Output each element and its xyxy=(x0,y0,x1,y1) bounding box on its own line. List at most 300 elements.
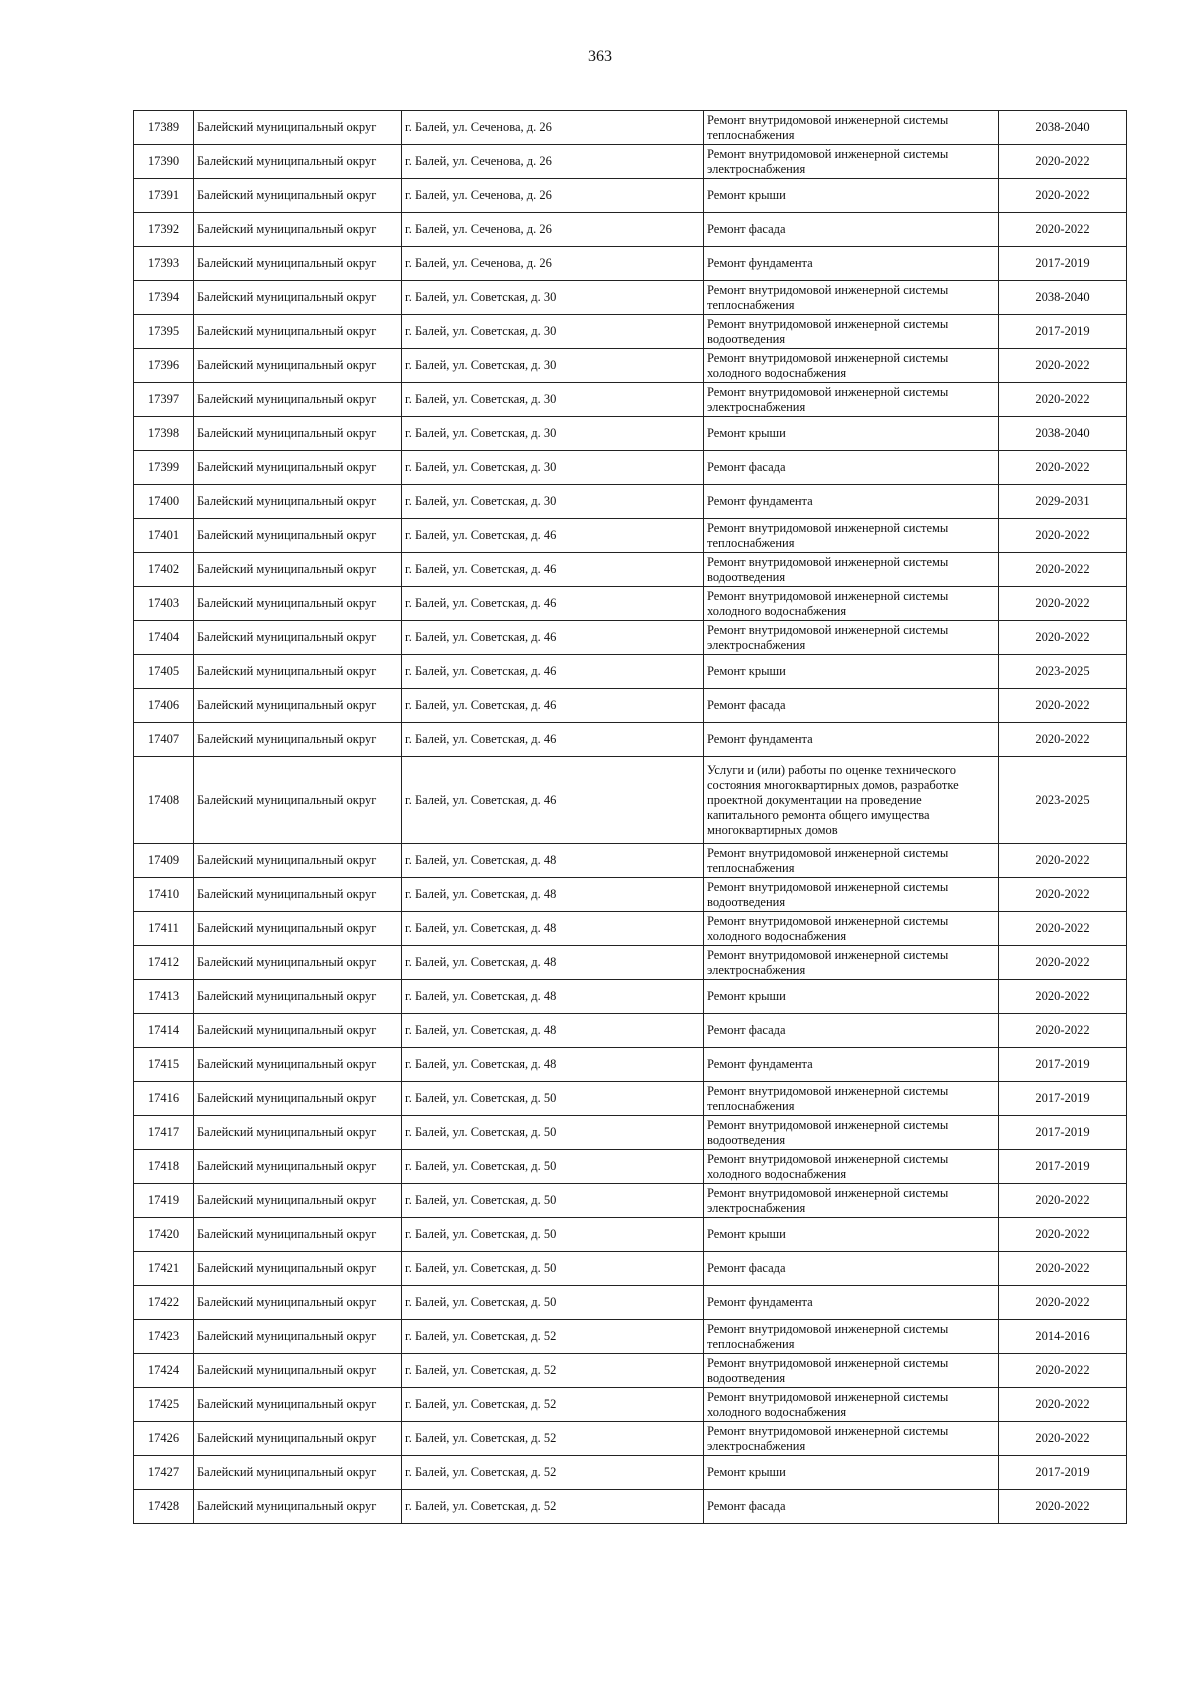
address-cell xyxy=(402,844,704,878)
row-number-text: 17426 xyxy=(147,1431,180,1445)
row-number-cell xyxy=(134,757,194,844)
table-row xyxy=(134,1014,1127,1048)
address-text: г. Балей, ул. Советская, д. 50 xyxy=(405,1261,557,1275)
district-text: Балейский муниципальный округ xyxy=(197,1091,377,1105)
district-cell xyxy=(194,1354,402,1388)
work-type-cell xyxy=(704,315,999,349)
district-text: Балейский муниципальный округ xyxy=(197,1261,377,1275)
table-row xyxy=(134,1490,1127,1524)
row-number-cell xyxy=(134,1048,194,1082)
period-text: 2017-2019 xyxy=(1035,256,1090,270)
row-number-text: 17414 xyxy=(147,1023,180,1037)
period-cell xyxy=(999,1150,1127,1184)
row-number-cell xyxy=(134,1116,194,1150)
period-text: 2020-2022 xyxy=(1035,887,1090,901)
work-type-cell xyxy=(704,383,999,417)
address-text: г. Балей, ул. Советская, д. 52 xyxy=(405,1397,557,1411)
row-number-cell xyxy=(134,655,194,689)
district-cell xyxy=(194,757,402,844)
work-type-cell xyxy=(704,689,999,723)
work-type-cell xyxy=(704,621,999,655)
address-text: г. Балей, ул. Советская, д. 50 xyxy=(405,1091,557,1105)
work-type-text: Ремонт внутридомовой инженерной системы водоотведения xyxy=(707,316,949,346)
table-row xyxy=(134,1150,1127,1184)
table-row xyxy=(134,451,1127,485)
address-text: г. Балей, ул. Советская, д. 48 xyxy=(405,853,557,867)
district-cell xyxy=(194,1184,402,1218)
district-cell xyxy=(194,689,402,723)
work-type-cell xyxy=(704,247,999,281)
row-number-text: 17428 xyxy=(147,1499,180,1513)
address-cell xyxy=(402,1184,704,1218)
table-row xyxy=(134,1048,1127,1082)
row-number-text: 17410 xyxy=(147,887,180,901)
row-number-text: 17422 xyxy=(147,1295,180,1309)
row-number-cell xyxy=(134,980,194,1014)
work-type-cell xyxy=(704,844,999,878)
page-number: 363 xyxy=(588,48,612,65)
work-type-text: Ремонт внутридомовой инженерной системы электроснабжения xyxy=(707,146,949,176)
row-number-cell xyxy=(134,621,194,655)
period-cell xyxy=(999,757,1127,844)
district-cell xyxy=(194,417,402,451)
address-text: г. Балей, ул. Сеченова, д. 26 xyxy=(405,222,552,236)
row-number-text: 17399 xyxy=(147,460,180,474)
work-type-text: Ремонт внутридомовой инженерной системы электроснабжения xyxy=(707,947,949,977)
address-cell xyxy=(402,689,704,723)
district-text: Балейский муниципальный округ xyxy=(197,256,377,270)
work-type-text: Ремонт внутридомовой инженерной системы водоотведения xyxy=(707,879,949,909)
period-text: 2020-2022 xyxy=(1035,1193,1090,1207)
address-text: г. Балей, ул. Советская, д. 46 xyxy=(405,664,557,678)
address-text: г. Балей, ул. Советская, д. 50 xyxy=(405,1227,557,1241)
period-text: 2017-2019 xyxy=(1035,1465,1090,1479)
district-cell xyxy=(194,621,402,655)
work-type-cell xyxy=(704,723,999,757)
table-row xyxy=(134,980,1127,1014)
work-type-text: Ремонт фундамента xyxy=(707,1057,813,1071)
period-text: 2020-2022 xyxy=(1035,392,1090,406)
address-cell xyxy=(402,1456,704,1490)
work-type-cell xyxy=(704,1082,999,1116)
address-cell xyxy=(402,281,704,315)
district-text: Балейский муниципальный округ xyxy=(197,664,377,678)
work-type-text: Ремонт внутридомовой инженерной системы электроснабжения xyxy=(707,622,949,652)
row-number-cell xyxy=(134,723,194,757)
address-text: г. Балей, ул. Советская, д. 52 xyxy=(405,1431,557,1445)
row-number-cell xyxy=(134,1388,194,1422)
period-cell xyxy=(999,1320,1127,1354)
work-type-text: Ремонт внутридомовой инженерной системы электроснабжения xyxy=(707,384,949,414)
address-text: г. Балей, ул. Советская, д. 30 xyxy=(405,494,557,508)
address-cell xyxy=(402,315,704,349)
district-cell xyxy=(194,1422,402,1456)
table-row xyxy=(134,519,1127,553)
period-text: 2020-2022 xyxy=(1035,358,1090,372)
period-text: 2020-2022 xyxy=(1035,630,1090,644)
district-text: Балейский муниципальный округ xyxy=(197,120,377,134)
address-cell xyxy=(402,1490,704,1524)
district-text: Балейский муниципальный округ xyxy=(197,630,377,644)
period-cell xyxy=(999,655,1127,689)
district-cell xyxy=(194,1286,402,1320)
row-number-cell xyxy=(134,1014,194,1048)
row-number-cell xyxy=(134,689,194,723)
work-type-cell xyxy=(704,1286,999,1320)
row-number-text: 17411 xyxy=(148,921,179,935)
table-row xyxy=(134,1218,1127,1252)
table-row xyxy=(134,349,1127,383)
row-number-text: 17418 xyxy=(147,1159,180,1173)
row-number-text: 17415 xyxy=(147,1057,180,1071)
row-number-cell xyxy=(134,1218,194,1252)
table-row xyxy=(134,912,1127,946)
work-type-text: Ремонт внутридомовой инженерной системы теплоснабжения xyxy=(707,520,949,550)
address-cell xyxy=(402,519,704,553)
district-cell xyxy=(194,1014,402,1048)
work-type-cell xyxy=(704,1116,999,1150)
row-number-cell xyxy=(134,451,194,485)
row-number-text: 17405 xyxy=(147,664,180,678)
row-number-text: 17402 xyxy=(147,562,180,576)
row-number-cell xyxy=(134,912,194,946)
district-cell xyxy=(194,723,402,757)
district-cell xyxy=(194,1082,402,1116)
work-type-text: Ремонт внутридомовой инженерной системы теплоснабжения xyxy=(707,282,949,312)
period-cell xyxy=(999,213,1127,247)
district-text: Балейский муниципальный округ xyxy=(197,188,377,202)
address-text: г. Балей, ул. Советская, д. 30 xyxy=(405,392,557,406)
district-cell xyxy=(194,1456,402,1490)
row-number-cell xyxy=(134,587,194,621)
period-cell xyxy=(999,1490,1127,1524)
address-text: г. Балей, ул. Советская, д. 46 xyxy=(405,732,557,746)
district-text: Балейский муниципальный округ xyxy=(197,358,377,372)
address-cell xyxy=(402,1388,704,1422)
district-text: Балейский муниципальный округ xyxy=(197,392,377,406)
district-text: Балейский муниципальный округ xyxy=(197,1193,377,1207)
period-cell xyxy=(999,1422,1127,1456)
work-type-text: Ремонт фасада xyxy=(707,222,786,236)
row-number-cell xyxy=(134,383,194,417)
district-cell xyxy=(194,213,402,247)
address-cell xyxy=(402,1218,704,1252)
district-text: Балейский муниципальный округ xyxy=(197,460,377,474)
period-cell xyxy=(999,145,1127,179)
district-text: Балейский муниципальный округ xyxy=(197,853,377,867)
period-text: 2020-2022 xyxy=(1035,154,1090,168)
period-text: 2020-2022 xyxy=(1035,596,1090,610)
work-type-text: Ремонт внутридомовой инженерной системы электроснабжения xyxy=(707,1185,949,1215)
row-number-text: 17403 xyxy=(147,596,180,610)
work-type-cell xyxy=(704,1456,999,1490)
table-row xyxy=(134,1082,1127,1116)
address-text: г. Балей, ул. Советская, д. 48 xyxy=(405,1057,557,1071)
district-cell xyxy=(194,946,402,980)
address-cell xyxy=(402,1252,704,1286)
period-cell xyxy=(999,1388,1127,1422)
row-number-text: 17419 xyxy=(147,1193,180,1207)
period-text: 2020-2022 xyxy=(1035,732,1090,746)
work-type-text: Ремонт внутридомовой инженерной системы водоотведения xyxy=(707,1117,949,1147)
district-text: Балейский муниципальный округ xyxy=(197,290,377,304)
work-type-text: Ремонт фундамента xyxy=(707,1295,813,1309)
district-cell xyxy=(194,281,402,315)
district-text: Балейский муниципальный округ xyxy=(197,1057,377,1071)
period-cell xyxy=(999,1082,1127,1116)
address-text: г. Балей, ул. Советская, д. 30 xyxy=(405,290,557,304)
table-row xyxy=(134,247,1127,281)
repair-schedule-table xyxy=(133,110,1127,1524)
work-type-cell xyxy=(704,878,999,912)
work-type-text: Ремонт крыши xyxy=(707,1465,786,1479)
district-text: Балейский муниципальный округ xyxy=(197,921,377,935)
work-type-text: Ремонт внутридомовой инженерной системы холодного водоснабжения xyxy=(707,1151,949,1181)
table-row xyxy=(134,587,1127,621)
district-text: Балейский муниципальный округ xyxy=(197,494,377,508)
work-type-cell xyxy=(704,1014,999,1048)
row-number-text: 17393 xyxy=(147,256,180,270)
row-number-text: 17420 xyxy=(147,1227,180,1241)
work-type-cell xyxy=(704,519,999,553)
period-text: 2023-2025 xyxy=(1035,664,1090,678)
district-text: Балейский муниципальный округ xyxy=(197,222,377,236)
work-type-text: Ремонт внутридомовой инженерной системы холодного водоснабжения xyxy=(707,350,949,380)
district-text: Балейский муниципальный округ xyxy=(197,154,377,168)
row-number-text: 17398 xyxy=(147,426,180,440)
table-row xyxy=(134,844,1127,878)
district-text: Балейский муниципальный округ xyxy=(197,792,377,807)
period-cell xyxy=(999,383,1127,417)
row-number-text: 17389 xyxy=(147,120,180,134)
period-cell xyxy=(999,1354,1127,1388)
address-cell xyxy=(402,912,704,946)
row-number-text: 17408 xyxy=(147,792,180,807)
address-text: г. Балей, ул. Советская, д. 52 xyxy=(405,1499,557,1513)
address-cell xyxy=(402,1116,704,1150)
period-cell xyxy=(999,844,1127,878)
address-text: г. Балей, ул. Советская, д. 50 xyxy=(405,1159,557,1173)
district-cell xyxy=(194,145,402,179)
address-text: г. Балей, ул. Советская, д. 30 xyxy=(405,426,557,440)
address-cell xyxy=(402,383,704,417)
row-number-cell xyxy=(134,1184,194,1218)
period-text: 2023-2025 xyxy=(1035,792,1090,807)
address-text: г. Балей, ул. Советская, д. 46 xyxy=(405,596,557,610)
address-text: г. Балей, ул. Советская, д. 48 xyxy=(405,955,557,969)
district-text: Балейский муниципальный округ xyxy=(197,1329,377,1343)
address-text: г. Балей, ул. Советская, д. 52 xyxy=(405,1363,557,1377)
table-row xyxy=(134,553,1127,587)
table-row xyxy=(134,1116,1127,1150)
period-text: 2020-2022 xyxy=(1035,698,1090,712)
period-text: 2020-2022 xyxy=(1035,955,1090,969)
address-cell xyxy=(402,145,704,179)
table-row xyxy=(134,213,1127,247)
district-text: Балейский муниципальный округ xyxy=(197,1023,377,1037)
district-cell xyxy=(194,1320,402,1354)
row-number-cell xyxy=(134,1150,194,1184)
district-cell xyxy=(194,553,402,587)
district-text: Балейский муниципальный округ xyxy=(197,1397,377,1411)
period-text: 2020-2022 xyxy=(1035,853,1090,867)
row-number-text: 17392 xyxy=(147,222,180,236)
table-row xyxy=(134,417,1127,451)
address-cell xyxy=(402,179,704,213)
district-cell xyxy=(194,383,402,417)
district-cell xyxy=(194,485,402,519)
row-number-cell xyxy=(134,1354,194,1388)
district-cell xyxy=(194,247,402,281)
period-text: 2017-2019 xyxy=(1035,1159,1090,1173)
address-cell xyxy=(402,247,704,281)
work-type-cell xyxy=(704,587,999,621)
district-cell xyxy=(194,878,402,912)
work-type-cell xyxy=(704,1354,999,1388)
work-type-text: Ремонт крыши xyxy=(707,188,786,202)
period-cell xyxy=(999,1048,1127,1082)
period-cell xyxy=(999,111,1127,145)
period-cell xyxy=(999,1218,1127,1252)
work-type-text: Ремонт внутридомовой инженерной системы теплоснабжения xyxy=(707,845,949,875)
period-cell xyxy=(999,1184,1127,1218)
row-number-cell xyxy=(134,145,194,179)
period-text: 2020-2022 xyxy=(1035,460,1090,474)
address-text: г. Балей, ул. Советская, д. 48 xyxy=(405,921,557,935)
row-number-text: 17404 xyxy=(147,630,180,644)
table-row xyxy=(134,315,1127,349)
row-number-text: 17423 xyxy=(147,1329,180,1343)
district-text: Балейский муниципальный округ xyxy=(197,989,377,1003)
address-cell xyxy=(402,1150,704,1184)
district-cell xyxy=(194,1252,402,1286)
table-row xyxy=(134,1354,1127,1388)
period-text: 2017-2019 xyxy=(1035,324,1090,338)
row-number-cell xyxy=(134,417,194,451)
work-type-text: Ремонт фасада xyxy=(707,1261,786,1275)
period-cell xyxy=(999,281,1127,315)
period-text: 2017-2019 xyxy=(1035,1091,1090,1105)
address-text: г. Балей, ул. Советская, д. 30 xyxy=(405,358,557,372)
row-number-cell xyxy=(134,1422,194,1456)
period-cell xyxy=(999,946,1127,980)
row-number-text: 17421 xyxy=(147,1261,180,1275)
work-type-cell xyxy=(704,485,999,519)
address-text: г. Балей, ул. Советская, д. 46 xyxy=(405,562,557,576)
period-cell xyxy=(999,451,1127,485)
work-type-cell xyxy=(704,980,999,1014)
row-number-text: 17417 xyxy=(147,1125,180,1139)
work-type-text: Ремонт фасада xyxy=(707,460,786,474)
district-cell xyxy=(194,1116,402,1150)
row-number-text: 17407 xyxy=(147,732,180,746)
table-row xyxy=(134,1388,1127,1422)
work-type-cell xyxy=(704,553,999,587)
address-cell xyxy=(402,1014,704,1048)
work-type-text: Ремонт крыши xyxy=(707,989,786,1003)
address-cell xyxy=(402,1048,704,1082)
period-text: 2020-2022 xyxy=(1035,562,1090,576)
period-cell xyxy=(999,689,1127,723)
address-text: г. Балей, ул. Советская, д. 48 xyxy=(405,887,557,901)
work-type-text: Ремонт фасада xyxy=(707,1023,786,1037)
address-text: г. Балей, ул. Советская, д. 30 xyxy=(405,324,557,338)
work-type-text: Ремонт крыши xyxy=(707,1227,786,1241)
work-type-text: Ремонт внутридомовой инженерной системы теплоснабжения xyxy=(707,1083,949,1113)
district-cell xyxy=(194,912,402,946)
row-number-cell xyxy=(134,844,194,878)
table-row xyxy=(134,946,1127,980)
table-row xyxy=(134,145,1127,179)
period-cell xyxy=(999,349,1127,383)
row-number-cell xyxy=(134,1252,194,1286)
row-number-text: 17413 xyxy=(147,989,180,1003)
work-type-text: Ремонт фундамента xyxy=(707,732,813,746)
period-text: 2020-2022 xyxy=(1035,921,1090,935)
address-text: г. Балей, ул. Советская, д. 50 xyxy=(405,1295,557,1309)
work-type-cell xyxy=(704,145,999,179)
work-type-cell xyxy=(704,1150,999,1184)
district-cell xyxy=(194,655,402,689)
work-type-text: Ремонт крыши xyxy=(707,664,786,678)
district-text: Балейский муниципальный округ xyxy=(197,562,377,576)
district-text: Балейский муниципальный округ xyxy=(197,1125,377,1139)
row-number-text: 17394 xyxy=(147,290,180,304)
row-number-cell xyxy=(134,179,194,213)
district-text: Балейский муниципальный округ xyxy=(197,955,377,969)
address-text: г. Балей, ул. Советская, д. 48 xyxy=(405,1023,557,1037)
table-row xyxy=(134,723,1127,757)
address-text: г. Балей, ул. Сеченова, д. 26 xyxy=(405,154,552,168)
work-type-text: Ремонт внутридомовой инженерной системы электроснабжения xyxy=(707,1423,949,1453)
row-number-text: 17409 xyxy=(147,853,180,867)
district-cell xyxy=(194,1490,402,1524)
period-cell xyxy=(999,912,1127,946)
row-number-cell xyxy=(134,1320,194,1354)
table-row xyxy=(134,1320,1127,1354)
work-type-text: Ремонт внутридомовой инженерной системы холодного водоснабжения xyxy=(707,1389,949,1419)
row-number-cell xyxy=(134,315,194,349)
period-cell xyxy=(999,587,1127,621)
address-text: г. Балей, ул. Советская, д. 52 xyxy=(405,1329,557,1343)
address-cell xyxy=(402,451,704,485)
row-number-cell xyxy=(134,553,194,587)
district-cell xyxy=(194,179,402,213)
period-cell xyxy=(999,1286,1127,1320)
period-text: 2020-2022 xyxy=(1035,1397,1090,1411)
table-row xyxy=(134,383,1127,417)
address-text: г. Балей, ул. Советская, д. 46 xyxy=(405,630,557,644)
period-text: 2017-2019 xyxy=(1035,1125,1090,1139)
district-text: Балейский муниципальный округ xyxy=(197,1159,377,1173)
row-number-cell xyxy=(134,111,194,145)
table-row xyxy=(134,655,1127,689)
period-text: 2038-2040 xyxy=(1035,426,1090,440)
address-cell xyxy=(402,1082,704,1116)
address-cell xyxy=(402,1320,704,1354)
district-cell xyxy=(194,315,402,349)
row-number-text: 17397 xyxy=(147,392,180,406)
work-type-cell xyxy=(704,1320,999,1354)
table-row xyxy=(134,1252,1127,1286)
period-text: 2020-2022 xyxy=(1035,222,1090,236)
row-number-text: 17416 xyxy=(147,1091,180,1105)
address-cell xyxy=(402,980,704,1014)
work-type-cell xyxy=(704,417,999,451)
row-number-text: 17400 xyxy=(147,494,180,508)
period-text: 2020-2022 xyxy=(1035,1363,1090,1377)
work-type-cell xyxy=(704,213,999,247)
